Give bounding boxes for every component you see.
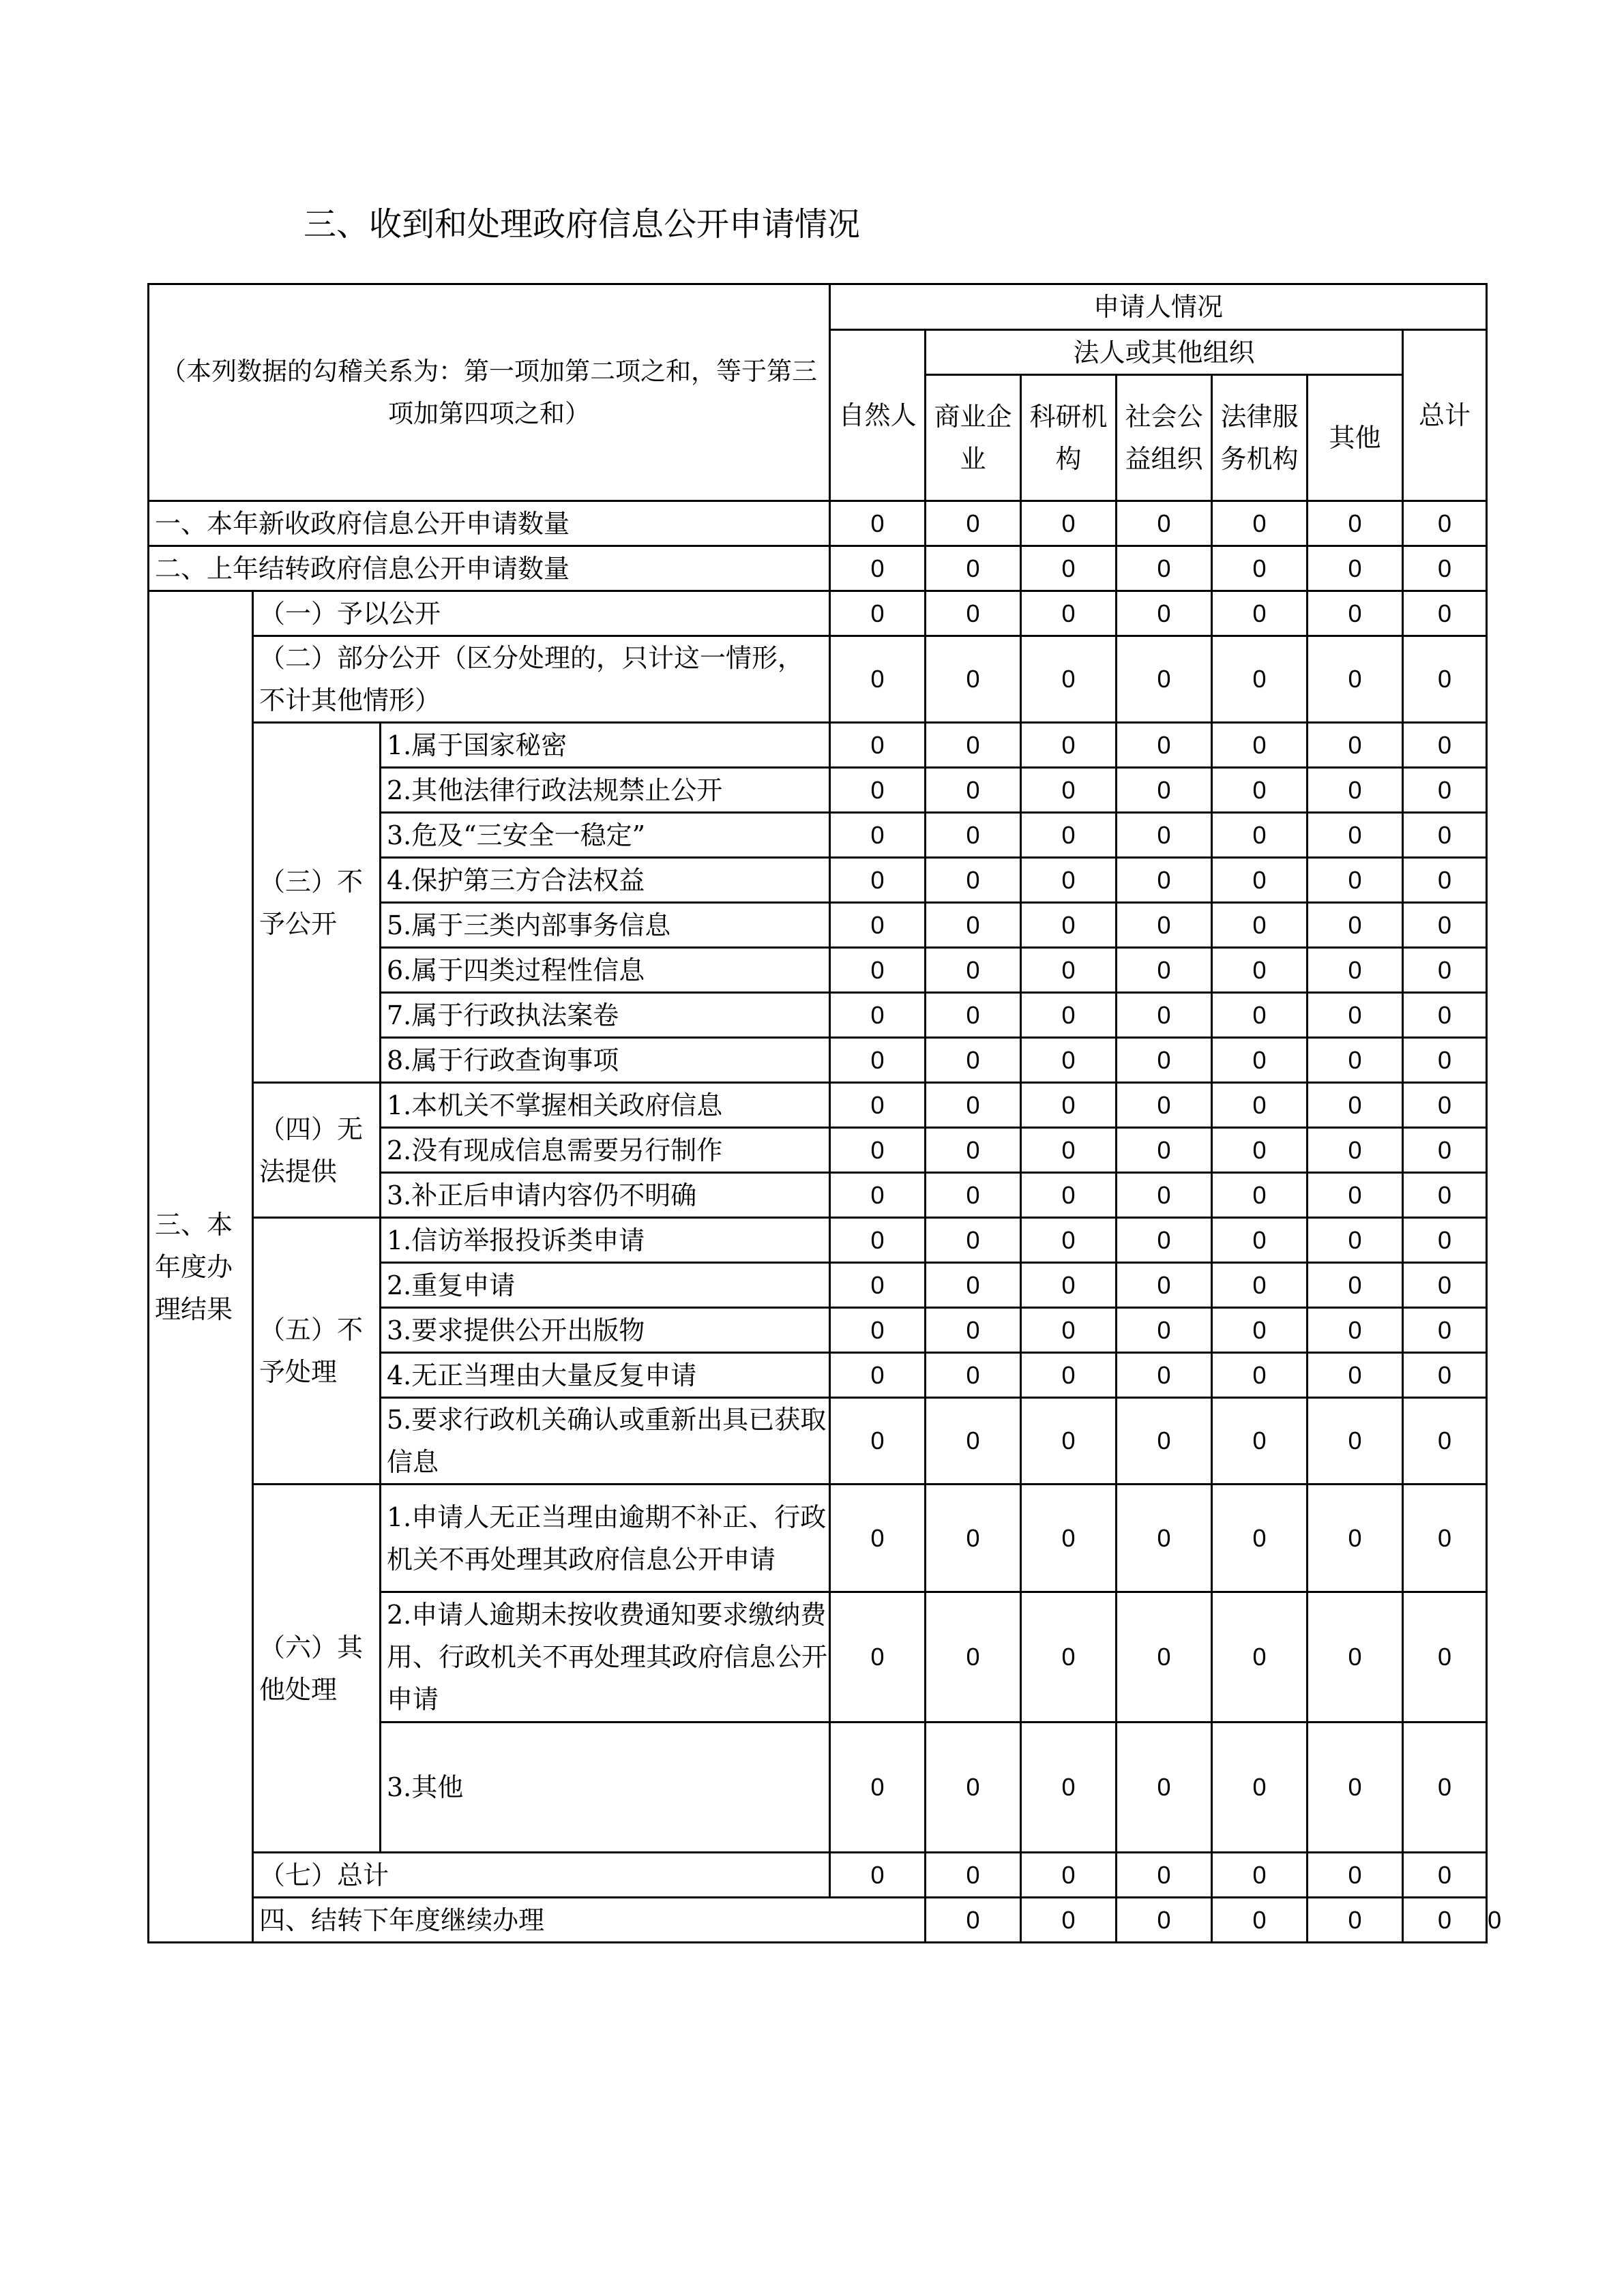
value-cell: 0: [926, 1173, 1021, 1218]
group-unavailable: （四）无法提供: [253, 1083, 381, 1218]
value-cell: 0: [1021, 993, 1117, 1038]
value-cell: 0: [1403, 903, 1487, 948]
row-label: （二）部分公开（区分处理的，只计这一情形，不计其他情形）: [253, 636, 830, 723]
value-cell: 0: [1021, 1128, 1117, 1173]
value-cell: 0: [1212, 501, 1308, 546]
value-cell: 0: [1021, 1173, 1117, 1218]
value-cell: 0: [830, 1723, 926, 1853]
value-cell: 0: [1021, 858, 1117, 903]
row-label: 1.本机关不掌握相关政府信息: [381, 1083, 830, 1128]
value-cell: 0: [1117, 1723, 1212, 1853]
value-cell: 0: [1308, 903, 1403, 948]
table-row: 四、结转下年度继续办理 0 0 0 0 0 0 0: [149, 1898, 1487, 1943]
value-cell: 0: [926, 1038, 1021, 1083]
value-cell: 0: [830, 813, 926, 858]
value-cell: 0: [1308, 1898, 1403, 1943]
value-cell: 0: [1308, 1308, 1403, 1353]
disclosure-statistics-table: [147, 283, 1502, 1943]
value-cell: 0: [1403, 768, 1487, 813]
value-cell: 0: [1308, 1592, 1403, 1723]
value-cell: 0: [1117, 723, 1212, 768]
row-label: 4.保护第三方合法权益: [381, 858, 830, 903]
value-cell: 0: [1021, 1898, 1117, 1943]
value-cell: 0: [926, 1723, 1021, 1853]
value-cell: 0: [1212, 1038, 1308, 1083]
value-cell: 0: [1403, 1173, 1487, 1218]
table-row: [149, 1218, 1487, 1263]
value-cell: 0: [1021, 903, 1117, 948]
value-cell: 0: [1021, 1263, 1117, 1308]
value-cell: 0: [1212, 1263, 1308, 1308]
value-cell: 0: [1308, 813, 1403, 858]
value-cell: 0: [926, 1592, 1021, 1723]
table-row: [149, 1485, 1487, 1592]
value-cell: 0: [1403, 1308, 1487, 1353]
value-cell: 0: [830, 1398, 926, 1485]
value-cell: 0: [1212, 546, 1308, 591]
value-cell: 0: [1212, 1853, 1308, 1898]
value-cell: 0: [1212, 768, 1308, 813]
value-cell: 0: [1403, 1592, 1487, 1723]
value-cell: 0: [830, 1083, 926, 1128]
row-label: 1.信访举报投诉类申请: [381, 1218, 830, 1263]
value-cell: 0: [1117, 1353, 1212, 1398]
value-cell: 0: [1117, 591, 1212, 636]
value-cell: 0: [1308, 1353, 1403, 1398]
value-cell: 0: [1403, 1263, 1487, 1308]
group-not-processed: （五）不予处理: [253, 1218, 381, 1485]
value-cell: 0: [1021, 723, 1117, 768]
value-cell: 0: [1212, 1128, 1308, 1173]
row-label: （一）予以公开: [253, 591, 830, 636]
value-cell: 0: [1021, 1308, 1117, 1353]
value-cell: 0: [1403, 1083, 1487, 1128]
table-row: [149, 1853, 1487, 1898]
value-cell: 0: [1403, 1723, 1487, 1853]
value-cell: 0: [1403, 858, 1487, 903]
row-label: 四、结转下年度继续办理: [253, 1898, 926, 1943]
value-cell: 0: [926, 813, 1021, 858]
row-label: 7.属于行政执法案卷: [381, 993, 830, 1038]
value-cell: 0: [1308, 858, 1403, 903]
value-cell: 0: [926, 1263, 1021, 1308]
value-cell: 0: [1212, 1723, 1308, 1853]
value-cell: 0: [830, 1218, 926, 1263]
table-row: [149, 591, 1487, 636]
value-cell: 0: [830, 1592, 926, 1723]
natural-person-header: 自然人: [830, 330, 926, 501]
row-label: 2.重复申请: [381, 1263, 830, 1308]
value-cell: 0: [1117, 1853, 1212, 1898]
value-cell: 0: [926, 1398, 1021, 1485]
value-cell: 0: [830, 1128, 926, 1173]
row-label: 8.属于行政查询事项: [381, 1038, 830, 1083]
value-cell: 0: [1308, 723, 1403, 768]
value-cell: 0: [1403, 993, 1487, 1038]
value-cell: 0: [830, 1308, 926, 1353]
row-label: 5.属于三类内部事务信息: [381, 903, 830, 948]
value-cell: 0: [830, 546, 926, 591]
value-cell: 0: [1212, 1485, 1308, 1592]
table-row: [149, 546, 1487, 591]
group-withheld: （三）不予公开: [253, 723, 381, 1083]
value-cell: 0: [1021, 591, 1117, 636]
value-cell: 0: [1308, 1853, 1403, 1898]
value-cell: 0: [1117, 1308, 1212, 1353]
table-row: [149, 1083, 1487, 1128]
value-cell: 0: [926, 636, 1021, 723]
row-label: 2.其他法律行政法规禁止公开: [381, 768, 830, 813]
row-label: 一、本年新收政府信息公开申请数量: [149, 501, 830, 546]
value-cell: 0: [1117, 858, 1212, 903]
value-cell: 0: [1308, 993, 1403, 1038]
value-cell: 0: [1117, 1218, 1212, 1263]
value-cell: 0: [1117, 1128, 1212, 1173]
value-cell: 0: [1021, 768, 1117, 813]
value-cell: 0: [1021, 1853, 1117, 1898]
value-cell: 0: [1021, 813, 1117, 858]
table-row: [149, 723, 1487, 768]
total-header: 总计: [1403, 330, 1487, 501]
value-cell: 0: [1021, 1723, 1117, 1853]
value-cell: 0: [1021, 636, 1117, 723]
value-cell: 0: [926, 1083, 1021, 1128]
value-cell: 0: [1117, 813, 1212, 858]
value-cell: 0: [830, 1038, 926, 1083]
value-cell: 0: [1308, 1038, 1403, 1083]
value-cell: 0: [1308, 768, 1403, 813]
row-label: 5.要求行政机关确认或重新出具已获取信息: [381, 1398, 830, 1485]
value-cell: 0: [1117, 1398, 1212, 1485]
row-label: 6.属于四类过程性信息: [381, 948, 830, 993]
page-title: 三、收到和处理政府信息公开申请情况: [304, 205, 861, 243]
value-cell: 0: [830, 1485, 926, 1592]
value-cell: 0: [1117, 1592, 1212, 1723]
value-cell: 0: [1021, 1218, 1117, 1263]
value-cell: 0: [830, 903, 926, 948]
result-category: 三、本年度办理结果: [149, 591, 253, 1943]
value-cell: 0: [830, 636, 926, 723]
value-cell: 0: [1403, 1128, 1487, 1173]
value-cell: 0: [926, 1218, 1021, 1263]
value-cell: 0: [1117, 948, 1212, 993]
value-cell: 0: [1403, 1853, 1487, 1898]
value-cell: 0: [1308, 636, 1403, 723]
value-cell: 0: [1403, 1353, 1487, 1398]
formula-note: （本列数据的勾稽关系为：第一项加第二项之和，等于第三项加第四项之和）: [149, 284, 830, 501]
value-cell: 0: [1117, 546, 1212, 591]
value-cell: 0: [1403, 813, 1487, 858]
value-cell: 0: [1403, 1038, 1487, 1083]
value-cell: 0: [1403, 1485, 1487, 1592]
table-row: [149, 501, 1487, 546]
value-cell: 0: [1212, 813, 1308, 858]
value-cell: 0: [1021, 1083, 1117, 1128]
value-cell: 0: [1117, 993, 1212, 1038]
value-cell: 0: [1117, 1038, 1212, 1083]
value-cell: 0: [1212, 1083, 1308, 1128]
value-cell: 0: [1212, 1173, 1308, 1218]
value-cell: 0: [1308, 1173, 1403, 1218]
value-cell: 0: [926, 1898, 1021, 1943]
social-header: 社会公益组织: [1117, 375, 1212, 501]
value-cell: 0: [1212, 723, 1308, 768]
value-cell: 0: [1117, 1083, 1212, 1128]
value-cell: 0: [1308, 501, 1403, 546]
value-cell: 0: [1403, 501, 1487, 546]
value-cell: 0: [1117, 1173, 1212, 1218]
row-label: （七）总计: [253, 1853, 830, 1898]
value-cell: 0: [1403, 546, 1487, 591]
row-label: 2.申请人逾期未按收费通知要求缴纳费用、行政机关不再处理其政府信息公开申请: [381, 1592, 830, 1723]
row-label: 1.属于国家秘密: [381, 723, 830, 768]
value-cell: 0: [1308, 948, 1403, 993]
applicant-header: 申请人情况: [830, 284, 1487, 330]
value-cell: 0: [830, 768, 926, 813]
value-cell: 0: [926, 1853, 1021, 1898]
value-cell: 0: [830, 501, 926, 546]
value-cell: 0: [1403, 636, 1487, 723]
commercial-header: 商业企业: [926, 375, 1021, 501]
value-cell: 0: [926, 1308, 1021, 1353]
value-cell: 0: [1308, 1263, 1403, 1308]
value-cell: 0: [1212, 1218, 1308, 1263]
legal-service-header: 法律服务机构: [1212, 375, 1308, 501]
row-label: 3.其他: [381, 1723, 830, 1853]
row-label: 3.补正后申请内容仍不明确: [381, 1173, 830, 1218]
legal-group-header: 法人或其他组织: [926, 330, 1403, 375]
value-cell: 0: [1308, 1723, 1403, 1853]
value-cell: 0: [830, 1853, 926, 1898]
value-cell: 0: [926, 858, 1021, 903]
value-cell: 0: [1212, 1353, 1308, 1398]
value-cell: 0: [830, 1353, 926, 1398]
value-cell: 0: [926, 501, 1021, 546]
value-cell: 0: [1403, 723, 1487, 768]
value-cell: 0: [1212, 1398, 1308, 1485]
value-cell: 0: [1212, 903, 1308, 948]
value-cell: 0: [926, 948, 1021, 993]
value-cell: 0: [1117, 1485, 1212, 1592]
row-label: 3.危及“三安全一稳定”: [381, 813, 830, 858]
value-cell: 0: [1021, 546, 1117, 591]
value-cell: 0: [1308, 1485, 1403, 1592]
value-cell: 0: [1212, 993, 1308, 1038]
value-cell: 0: [830, 1263, 926, 1308]
value-cell: 0: [1212, 591, 1308, 636]
value-cell: 0: [1308, 1083, 1403, 1128]
value-cell: 0: [1308, 1398, 1403, 1485]
value-cell: 0: [830, 723, 926, 768]
value-cell: 0: [926, 591, 1021, 636]
value-cell: 0: [1021, 1485, 1117, 1592]
row-label: 4.无正当理由大量反复申请: [381, 1353, 830, 1398]
value-cell: 0: [1021, 1038, 1117, 1083]
research-header: 科研机构: [1021, 375, 1117, 501]
value-cell: 0: [926, 1128, 1021, 1173]
value-cell: 0: [1212, 858, 1308, 903]
value-cell: 0: [1403, 591, 1487, 636]
value-cell: 0: [830, 1173, 926, 1218]
value-cell: 0: [926, 993, 1021, 1038]
value-cell: 0: [1212, 636, 1308, 723]
value-cell: 0: [1403, 948, 1487, 993]
value-cell: 0: [1212, 1308, 1308, 1353]
value-cell: 0: [1212, 1592, 1308, 1723]
value-cell: 0: [1212, 948, 1308, 993]
value-cell: 0: [1403, 1898, 1487, 1943]
value-cell: 0: [1117, 768, 1212, 813]
table-row: [149, 636, 1487, 723]
value-cell: 0: [830, 948, 926, 993]
value-cell: 0: [1117, 903, 1212, 948]
value-cell: 0: [1117, 1898, 1212, 1943]
row-label: 1.申请人无正当理由逾期不补正、行政机关不再处理其政府信息公开申请: [381, 1485, 830, 1592]
value-cell: 0: [1308, 1128, 1403, 1173]
value-cell: 0: [1308, 1218, 1403, 1263]
value-cell: 0: [926, 1353, 1021, 1398]
value-cell: 0: [830, 591, 926, 636]
value-cell: 0: [830, 993, 926, 1038]
value-cell: 0: [1117, 636, 1212, 723]
value-cell: 0: [1021, 501, 1117, 546]
value-cell: 0: [1021, 948, 1117, 993]
value-cell: 0: [1021, 1592, 1117, 1723]
value-cell: 0: [1403, 1398, 1487, 1485]
value-cell: 0: [1117, 1263, 1212, 1308]
value-cell: 0: [1021, 1398, 1117, 1485]
row-label: 2.没有现成信息需要另行制作: [381, 1128, 830, 1173]
value-cell: 0: [1117, 501, 1212, 546]
value-cell: 0: [926, 768, 1021, 813]
row-label: 二、上年结转政府信息公开申请数量: [149, 546, 830, 591]
value-cell: 0: [926, 723, 1021, 768]
other-header: 其他: [1308, 375, 1403, 501]
value-cell: 0: [1308, 591, 1403, 636]
value-cell: 0: [1021, 1353, 1117, 1398]
value-cell: 0: [1212, 1898, 1308, 1943]
value-cell: 0: [926, 903, 1021, 948]
value-cell: 0: [1403, 1218, 1487, 1263]
value-cell: 0: [926, 1485, 1021, 1592]
group-other-handling: （六）其他处理: [253, 1485, 381, 1853]
value-cell: 0: [926, 546, 1021, 591]
value-cell: 0: [830, 858, 926, 903]
value-cell: 0: [1308, 546, 1403, 591]
row-label: 3.要求提供公开出版物: [381, 1308, 830, 1353]
